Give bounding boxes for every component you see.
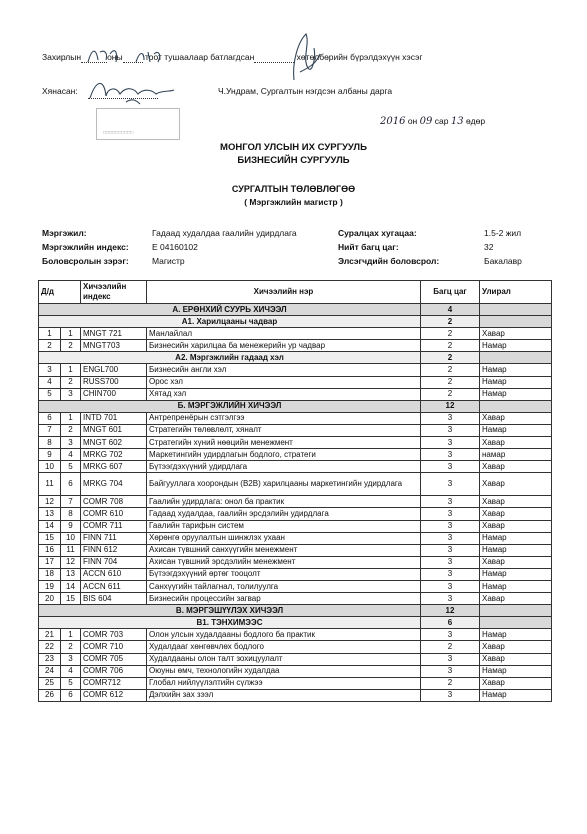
course-name: Санхүүгийн тайлагнал, толилуулга <box>147 580 421 592</box>
row-number: 24 <box>39 665 61 677</box>
table-row <box>39 388 552 400</box>
table-row <box>39 364 552 376</box>
section-row <box>39 400 552 412</box>
course-semester: Намар <box>480 388 552 400</box>
credits-value: 32 <box>484 242 494 252</box>
course-semester: Хавар <box>480 412 552 424</box>
course-name: Орос хэл <box>147 376 421 388</box>
row-number: 21 <box>39 629 61 641</box>
section-title: А2. Мэргэжлийн гадаад хэл <box>39 352 421 364</box>
course-code: INTD 701 <box>81 412 147 424</box>
table-row <box>39 556 552 568</box>
section-title: Б. МЭРГЭЖЛИЙН ХИЧЭЭЛ <box>39 400 421 412</box>
document-subtitle: ( Мэргэжлийн магистр ) <box>244 197 343 207</box>
row-index: 4 <box>61 665 81 677</box>
signature-reviewer <box>86 76 178 106</box>
table-row <box>39 641 552 653</box>
reviewed-label: Хянасан: <box>42 86 78 96</box>
course-code: MNGT 601 <box>81 424 147 436</box>
course-code: COMR 711 <box>81 520 147 532</box>
course-semester: Хавар <box>480 328 552 340</box>
table-row <box>39 328 552 340</box>
course-credits: 3 <box>421 496 480 508</box>
document-title: СУРГАЛТЫН ТӨЛӨВЛӨГӨӨ <box>231 184 356 194</box>
row-number: 2 <box>39 340 61 352</box>
course-name: Бизнесийн харилцаа ба менежерийн ур чадвар <box>147 340 421 352</box>
row-number: 25 <box>39 677 61 689</box>
row-index: 3 <box>61 388 81 400</box>
row-index: 10 <box>61 532 81 544</box>
course-name: Гадаад худалдаа, гаалийн эрсдэлийн удирдлага <box>147 508 421 520</box>
section-title: В. МЭРГЭШҮҮЛЭХ ХИЧЭЭЛ <box>39 605 421 617</box>
table-row <box>39 449 552 461</box>
course-semester: Хавар <box>480 437 552 449</box>
row-number: 15 <box>39 532 61 544</box>
course-code: MRKG 704 <box>81 473 147 496</box>
course-credits: 2 <box>421 376 480 388</box>
row-number: 22 <box>39 641 61 653</box>
table-row <box>39 629 552 641</box>
row-number: 11 <box>39 473 61 496</box>
course-semester: Намар <box>480 568 552 580</box>
course-code: MNGT 721 <box>81 328 147 340</box>
row-index: 1 <box>61 364 81 376</box>
subsection-row <box>39 316 552 328</box>
section-credits: 4 <box>421 304 480 316</box>
table-row <box>39 437 552 449</box>
course-semester: Намар <box>480 424 552 436</box>
course-code: COMR 705 <box>81 653 147 665</box>
course-credits: 3 <box>421 689 480 701</box>
course-semester: Намар <box>480 689 552 701</box>
course-credits: 2 <box>421 328 480 340</box>
course-credits: 2 <box>421 388 480 400</box>
row-number: 23 <box>39 653 61 665</box>
course-name: Худалдааг хөнгөвчлөх бодлого <box>147 641 421 653</box>
row-index: 2 <box>61 641 81 653</box>
course-credits: 3 <box>421 629 480 641</box>
course-code: ACCN 610 <box>81 568 147 580</box>
course-code: MNGT703 <box>81 340 147 352</box>
header-credits: Багц цаг <box>421 281 480 304</box>
course-credits: 3 <box>421 544 480 556</box>
course-name: Глобал нийлүүлэлтийн сүлжээ <box>147 677 421 689</box>
course-semester: Хавар <box>480 641 552 653</box>
course-semester: Хавар <box>480 461 552 473</box>
date-year-suffix: он <box>407 116 418 126</box>
course-name: Хөрөнгө оруулалтын шинжлэх ухаан <box>147 532 421 544</box>
course-credits: 3 <box>421 473 480 496</box>
table-row <box>39 508 552 520</box>
course-code: MRKG 702 <box>81 449 147 461</box>
section-credits: 6 <box>421 617 480 629</box>
table-row <box>39 376 552 388</box>
table-row <box>39 412 552 424</box>
row-number: 6 <box>39 412 61 424</box>
row-number: 14 <box>39 520 61 532</box>
course-credits: 3 <box>421 437 480 449</box>
table-body <box>39 304 552 702</box>
course-name: Байгууллага хоорондын (B2B) харилцааны маркетингийн удирдлага <box>147 473 421 496</box>
table-row <box>39 424 552 436</box>
course-semester: Хавар <box>480 496 552 508</box>
course-code: COMR 710 <box>81 641 147 653</box>
course-semester: Хавар <box>480 508 552 520</box>
row-index: 9 <box>61 520 81 532</box>
course-credits: 3 <box>421 508 480 520</box>
table-row <box>39 593 552 605</box>
course-credits: 3 <box>421 653 480 665</box>
course-credits: 2 <box>421 641 480 653</box>
row-index: 3 <box>61 653 81 665</box>
course-name: Стратегийн төлөвлөлт, хяналт <box>147 424 421 436</box>
row-index: 6 <box>61 473 81 496</box>
row-index: 11 <box>61 544 81 556</box>
section-blank <box>480 617 552 629</box>
subsection-row <box>39 352 552 364</box>
table-row <box>39 473 552 496</box>
course-code: COMR 612 <box>81 689 147 701</box>
course-code: COMR 610 <box>81 508 147 520</box>
course-name: Ахисан түвшний санхүүгийн менежмент <box>147 544 421 556</box>
course-name: Хятад хэл <box>147 388 421 400</box>
row-index: 2 <box>61 424 81 436</box>
date-year: 2016 <box>380 116 406 127</box>
curriculum-table <box>38 280 552 702</box>
row-index: 4 <box>61 449 81 461</box>
row-index: 2 <box>61 340 81 352</box>
course-credits: 2 <box>421 677 480 689</box>
row-index: 5 <box>61 677 81 689</box>
course-name: Дэлхийн зах зээл <box>147 689 421 701</box>
course-semester: Намар <box>480 544 552 556</box>
course-code: ACCN 611 <box>81 580 147 592</box>
course-code: BIS 604 <box>81 593 147 605</box>
section-blank <box>480 352 552 364</box>
course-semester: Намар <box>480 629 552 641</box>
course-code: COMR 703 <box>81 629 147 641</box>
course-semester: Хавар <box>480 520 552 532</box>
header-name: Хичээлийн нэр <box>147 281 421 304</box>
duration-label: Суралцах хугацаа: <box>338 228 417 238</box>
course-semester: Намар <box>480 532 552 544</box>
degree-label: Боловсролын зэрэг: <box>42 256 129 266</box>
section-blank <box>480 400 552 412</box>
header-no: Д/д <box>39 281 81 304</box>
section-title: А. ЕРӨНХИЙ СУУРЬ ХИЧЭЭЛ <box>39 304 421 316</box>
row-number: 4 <box>39 376 61 388</box>
row-index: 8 <box>61 508 81 520</box>
handwritten-number-2 <box>132 46 172 66</box>
course-name: Гаалийн удирдлага: онол ба практик <box>147 496 421 508</box>
index-value: Е 04160102 <box>152 242 198 252</box>
course-code: MNGT 602 <box>81 437 147 449</box>
row-index: 5 <box>61 461 81 473</box>
course-credits: 3 <box>421 461 480 473</box>
course-semester: Намар <box>480 364 552 376</box>
row-index: 15 <box>61 593 81 605</box>
course-semester: Намар <box>480 580 552 592</box>
date-day-suffix: өдөр <box>465 116 486 126</box>
course-credits: 3 <box>421 580 480 592</box>
course-code: COMR 708 <box>81 496 147 508</box>
table-row <box>39 532 552 544</box>
course-code: CHIN700 <box>81 388 147 400</box>
section-credits: 12 <box>421 400 480 412</box>
row-number: 16 <box>39 544 61 556</box>
table-header-row <box>39 281 552 304</box>
course-semester: Хавар <box>480 556 552 568</box>
row-number: 12 <box>39 496 61 508</box>
approval-text-3: тоот тушаалаар батлагдсан <box>144 52 255 62</box>
credits-label: Нийт багц цаг: <box>338 242 399 252</box>
section-title: В1. ТЭНХИМЭЭС <box>39 617 421 629</box>
row-number: 19 <box>39 580 61 592</box>
date-day: 13 <box>450 116 464 127</box>
school-name: БИЗНЕСИЙН СУРГУУЛЬ <box>237 155 350 166</box>
row-number: 20 <box>39 593 61 605</box>
course-name: Маркетингийн удирдлагын бодлого, стратеги <box>147 449 421 461</box>
section-credits: 2 <box>421 316 480 328</box>
row-index: 2 <box>61 376 81 388</box>
table-row <box>39 461 552 473</box>
course-semester: намар <box>480 449 552 461</box>
course-credits: 3 <box>421 532 480 544</box>
course-name: Олон улсын худалдааны бодлого ба практик <box>147 629 421 641</box>
row-number: 17 <box>39 556 61 568</box>
course-code: MRKG 607 <box>81 461 147 473</box>
course-credits: 3 <box>421 449 480 461</box>
signature-line <box>88 98 158 99</box>
course-credits: 3 <box>421 424 480 436</box>
specialty-label: Мэргэжил: <box>42 228 87 238</box>
row-number: 3 <box>39 364 61 376</box>
course-code: ENGL700 <box>81 364 147 376</box>
table-row <box>39 580 552 592</box>
course-name: Бизнесийн процессийн загвар <box>147 593 421 605</box>
row-index: 13 <box>61 568 81 580</box>
table-row <box>39 496 552 508</box>
approval-text-4: хөтөлбөрийн бүрэлдэхүүн хэсэг <box>296 52 423 62</box>
section-blank <box>480 304 552 316</box>
row-index: 6 <box>61 689 81 701</box>
row-index: 1 <box>61 412 81 424</box>
course-name: Антрепренёрын сэтгэлгээ <box>147 412 421 424</box>
course-semester: Хавар <box>480 653 552 665</box>
reviewer-name: Ч.Ундрам, Сургалтын нэгдсэн албаны дарга <box>218 86 393 96</box>
section-row <box>39 605 552 617</box>
section-credits: 2 <box>421 352 480 364</box>
approval-text-2: оны <box>107 52 123 62</box>
course-credits: 3 <box>421 520 480 532</box>
course-name: Стратегийн хүний нөөцийн менежмент <box>147 437 421 449</box>
section-row <box>39 304 552 316</box>
row-index: 7 <box>61 496 81 508</box>
course-semester: Намар <box>480 376 552 388</box>
row-number: 10 <box>39 461 61 473</box>
row-number: 8 <box>39 437 61 449</box>
subsection-row <box>39 617 552 629</box>
table-row <box>39 677 552 689</box>
university-name: МОНГОЛ УЛСЫН ИХ СУРГУУЛЬ <box>220 142 367 153</box>
date-line <box>380 116 485 127</box>
row-number: 18 <box>39 568 61 580</box>
index-label: Мэргэжлийн индекс: <box>42 242 129 252</box>
course-semester: Намар <box>480 665 552 677</box>
date-month-suffix: сар <box>434 116 449 126</box>
date-month: 09 <box>419 116 433 127</box>
row-number: 7 <box>39 424 61 436</box>
header-semester: Улирал <box>480 281 552 304</box>
row-number: 9 <box>39 449 61 461</box>
section-credits: 12 <box>421 605 480 617</box>
course-credits: 3 <box>421 556 480 568</box>
section-blank <box>480 605 552 617</box>
row-number: 26 <box>39 689 61 701</box>
approval-text-1: Захирлын <box>42 52 82 62</box>
course-code: FINN 612 <box>81 544 147 556</box>
course-name: Гаалийн тарифын систем <box>147 520 421 532</box>
table-row <box>39 689 552 701</box>
row-number: 13 <box>39 508 61 520</box>
row-number: 1 <box>39 328 61 340</box>
course-name: Бүтээгдэхүүний өртөг тооцолт <box>147 568 421 580</box>
entry-label: Элсэгчдийн боловсрол: <box>338 256 440 266</box>
course-credits: 3 <box>421 665 480 677</box>
course-credits: 2 <box>421 364 480 376</box>
course-credits: 3 <box>421 412 480 424</box>
section-title: А1. Харилцааны чадвар <box>39 316 421 328</box>
course-credits: 3 <box>421 593 480 605</box>
course-name: Оюуны өмч, технологийн худалдаа <box>147 665 421 677</box>
course-code: FINN 711 <box>81 532 147 544</box>
row-number: 5 <box>39 388 61 400</box>
course-code: COMR712 <box>81 677 147 689</box>
table-row <box>39 520 552 532</box>
degree-value: Магистр <box>152 256 185 266</box>
course-name: Бизнесийн англи хэл <box>147 364 421 376</box>
course-code: COMR 706 <box>81 665 147 677</box>
course-semester: Намар <box>480 340 552 352</box>
course-name: Ахисан түвшний эрсдэлийн менежмент <box>147 556 421 568</box>
course-name: Манлайлал <box>147 328 421 340</box>
duration-value: 1.5-2 жил <box>484 228 522 238</box>
table-row <box>39 665 552 677</box>
signature-approver <box>286 28 326 84</box>
course-credits: 3 <box>421 568 480 580</box>
entry-value: Бакалавр <box>484 256 522 266</box>
course-name: Бүтээгдэхүүний удирдлага <box>147 461 421 473</box>
table-row <box>39 544 552 556</box>
course-semester: Хавар <box>480 593 552 605</box>
row-index: 3 <box>61 437 81 449</box>
course-semester: Хавар <box>480 677 552 689</box>
course-name: Худалдааны олон талт зохицуулалт <box>147 653 421 665</box>
course-credits: 2 <box>421 340 480 352</box>
row-index: 14 <box>61 580 81 592</box>
specialty-value: Гадаад худалдаа гаалийн удирдлага <box>152 228 297 238</box>
header-code: Хичээлийн индекс <box>81 281 147 304</box>
row-index: 12 <box>61 556 81 568</box>
course-code: RUSS700 <box>81 376 147 388</box>
course-code: FINN 704 <box>81 556 147 568</box>
row-index: 1 <box>61 328 81 340</box>
table-row <box>39 340 552 352</box>
section-blank <box>480 316 552 328</box>
table-row <box>39 568 552 580</box>
table-row <box>39 653 552 665</box>
stamp-imprint: □□□□□□□□□□ <box>96 108 180 140</box>
course-semester: Хавар <box>480 473 552 496</box>
row-index: 1 <box>61 629 81 641</box>
